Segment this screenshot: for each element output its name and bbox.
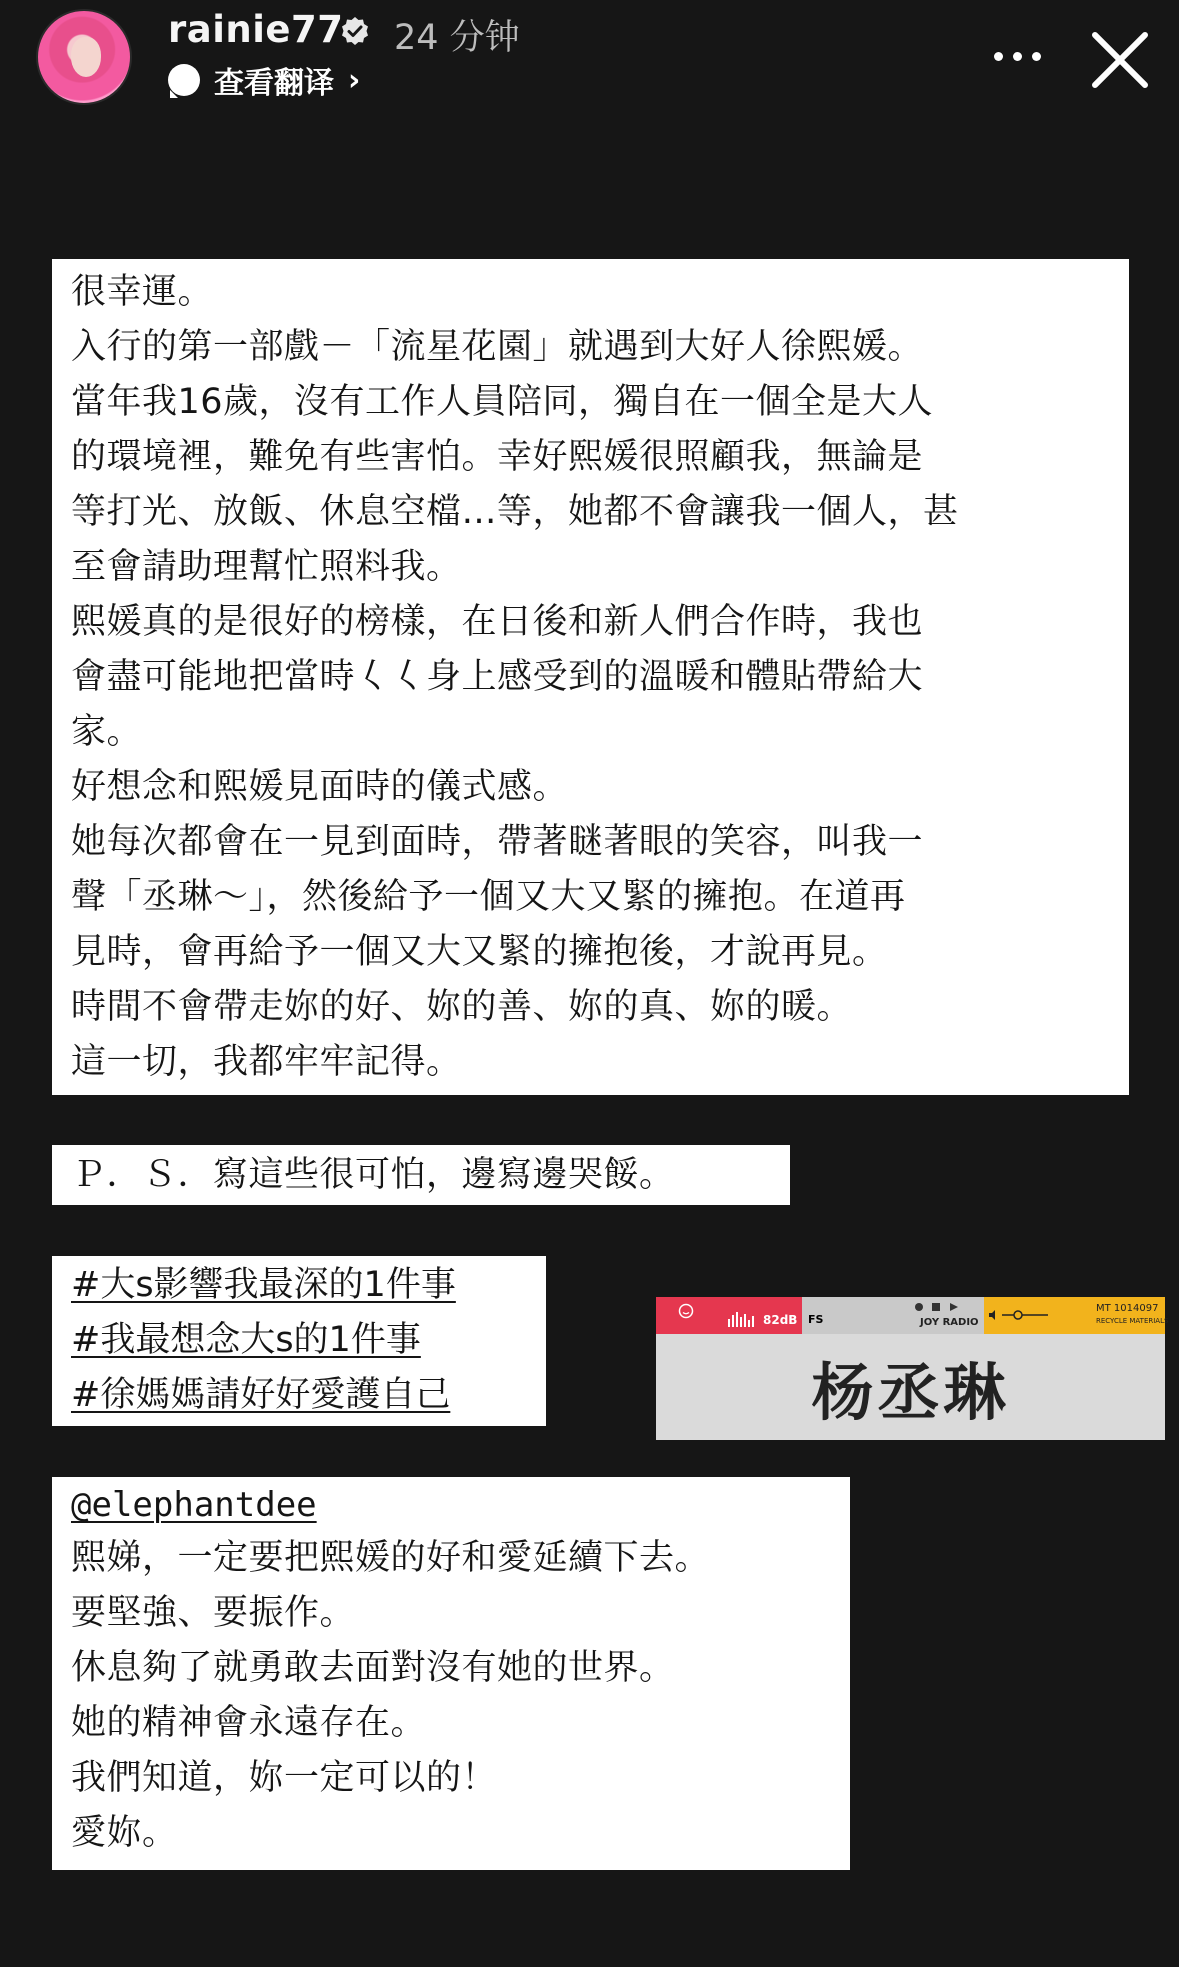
- message-line: 會盡可能地把當時𡿨𡿨身上感受到的溫暖和體貼帶給大: [71, 657, 924, 697]
- message-line: 她每次都會在一見到面時，帶著瞇著眼的笑容，叫我一: [71, 822, 924, 862]
- decibel-text: 82dB: [763, 1313, 798, 1327]
- mention-line: 熙娣，一定要把熙媛的好和愛延續下去。: [71, 1538, 711, 1578]
- volume-slider-icon: [988, 1309, 1050, 1321]
- message-line: 熙媛真的是很好的榜樣，在日後和新人們合作時，我也: [71, 602, 924, 642]
- hashtag-card: [52, 1256, 546, 1426]
- watermark-gray-segment: [802, 1297, 984, 1334]
- more-dot-icon: [994, 52, 1003, 61]
- ps-text: Ｐ．Ｓ．寫這些很可怕，邊寫邊哭餒。: [71, 1155, 675, 1195]
- fs-text: FS: [808, 1313, 824, 1326]
- main-message-card: [52, 259, 1129, 1095]
- mention-line: 我們知道，妳一定可以的！: [71, 1758, 498, 1798]
- username[interactable]: rainie77: [168, 8, 344, 51]
- radio-watermark: [656, 1297, 1169, 1440]
- message-line: 等打光、放飯、休息空檔…等，她都不會讓我一個人，甚: [71, 492, 959, 532]
- post-time: 24 分钟: [394, 18, 520, 58]
- watermark-name: 杨丞琳: [811, 1355, 1010, 1429]
- message-line: 時間不會帶走妳的好、妳的善、妳的真、妳的暖。: [71, 987, 853, 1027]
- mention-line: 愛妳。: [71, 1813, 178, 1853]
- avatar-face: [71, 37, 101, 77]
- message-line: 聲「丞琳～」，然後給予一個又大又緊的擁抱。在道再: [71, 877, 906, 917]
- hashtag-link[interactable]: #我最想念大s的1件事: [71, 1320, 421, 1360]
- mention-card: [52, 1477, 850, 1870]
- mention-line: 休息夠了就勇敢去面對沒有她的世界。: [71, 1648, 675, 1688]
- message-line: 這一切，我都牢牢記得。: [71, 1042, 462, 1082]
- recycle-text: RECYCLE MATERIALS: [1096, 1317, 1169, 1325]
- radio-text: JOY RADIO: [920, 1317, 979, 1328]
- ps-card: [52, 1145, 790, 1205]
- more-dot-icon: [1032, 52, 1041, 61]
- hashtag-link[interactable]: #大s影響我最深的1件事: [71, 1265, 456, 1305]
- message-line: 入行的第一部戲－「流星花園」就遇到大好人徐熙媛。: [71, 327, 924, 367]
- translate-button[interactable]: [168, 60, 360, 100]
- message-line: 的環境裡，難免有些害怕。幸好熙媛很照顧我，無論是: [71, 437, 924, 477]
- translate-label: 查看翻译: [214, 66, 334, 101]
- watermark-yellow-segment: [984, 1297, 1169, 1334]
- verified-badge-icon: [340, 16, 370, 46]
- message-line: 至會請助理幫忙照料我。: [71, 547, 462, 587]
- media-controls-icon: [914, 1302, 964, 1312]
- message-line: 家。: [71, 712, 143, 752]
- sound-bars-icon: [728, 1311, 758, 1327]
- chevron-right-icon: ›: [348, 62, 361, 98]
- hashtag-link[interactable]: #徐媽媽請好好愛護自己: [71, 1375, 451, 1415]
- mt-text: MT 1014097: [1096, 1303, 1159, 1314]
- message-line: 好想念和熙媛見面時的儀式感。: [71, 767, 569, 807]
- mention-line: 她的精神會永遠存在。: [71, 1703, 427, 1743]
- speech-bubble-icon: [168, 64, 200, 96]
- message-line: 當年我16歲，沒有工作人員陪同，獨自在一個全是大人: [71, 382, 934, 422]
- close-icon[interactable]: [1085, 25, 1155, 95]
- mention-line: 要堅強、要振作。: [71, 1593, 356, 1633]
- smiley-icon: [678, 1303, 694, 1319]
- watermark-red-segment: [656, 1297, 802, 1334]
- message-line: 很幸運。: [71, 272, 214, 312]
- watermark-bar: [656, 1297, 1169, 1334]
- more-options-button[interactable]: [975, 36, 1059, 76]
- mention-link[interactable]: @elephantdee: [71, 1485, 317, 1525]
- message-line: 見時，會再給予一個又大又緊的擁抱後，才說再見。: [71, 932, 888, 972]
- more-dot-icon: [1013, 52, 1022, 61]
- avatar[interactable]: [36, 9, 132, 105]
